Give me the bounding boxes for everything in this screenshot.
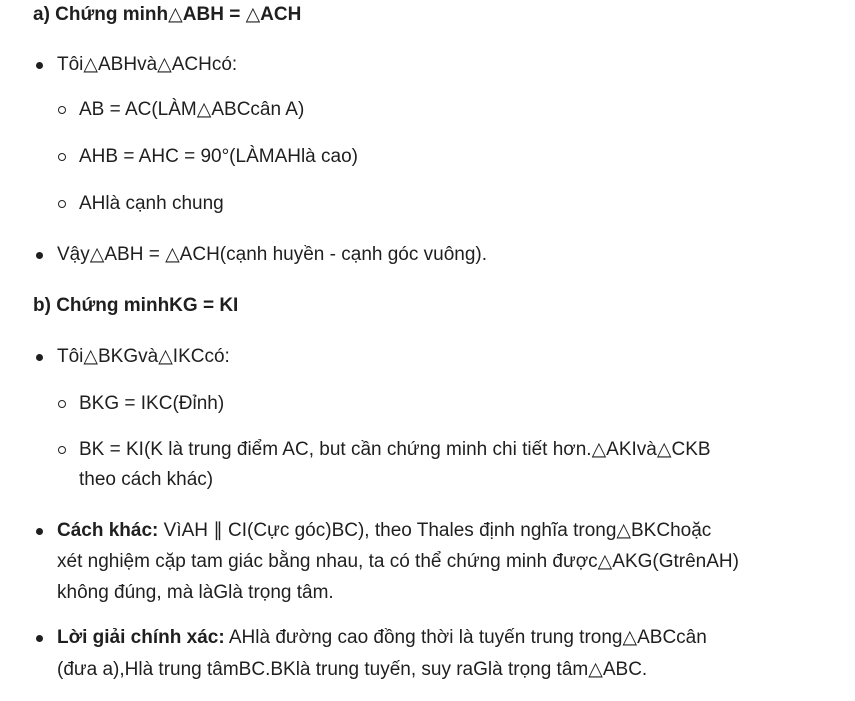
bullet-icon	[36, 252, 43, 259]
section-b-sub-2-line-2	[79, 467, 213, 493]
section-a-bullet-2	[57, 242, 487, 268]
solution-label: Lời giải chính xác:	[57, 627, 225, 648]
section-a-sub-3-text: AHlà cạnh chung	[79, 193, 224, 214]
sub-bullet-icon	[58, 153, 66, 161]
bullet-icon	[36, 62, 43, 69]
alt-method-line-2-text: xét nghiệm cặp tam giác bằng nhau, ta có thể chứng minh được△AKG(GtrênAH)	[57, 551, 739, 572]
sub-bullet-icon	[58, 106, 66, 114]
sub-bullet-icon	[58, 200, 66, 208]
section-b-heading-text: b) Chứng minhKG = KI	[33, 295, 239, 316]
alt-method-line-3-text: không đúng, mà làGlà trọng tâm.	[57, 582, 334, 603]
section-b-sub-2-line-1	[79, 437, 711, 463]
bullet-icon	[36, 635, 43, 642]
sub-bullet-icon	[58, 400, 66, 408]
alt-method-line-2	[57, 549, 739, 575]
section-a-sub-1-text: AB = AC(LÀM△ABCcân A)	[79, 99, 305, 120]
section-a-heading-text: a) Chứng minh△ABH = △ACH	[33, 4, 302, 25]
section-b-bullet-1	[57, 344, 230, 370]
section-b-sub-2-line-2-text: theo cách khác)	[79, 469, 214, 490]
section-a-sub-2-text: AHB = AHC = 90°(LÀMAHlà cao)	[79, 146, 358, 167]
bullet-icon	[36, 354, 43, 361]
section-a-heading	[33, 2, 301, 28]
section-a-bullet-1-text: Tôi△ABHvà△ACHcó:	[57, 54, 238, 75]
section-a-sub-2	[79, 144, 358, 170]
alt-method-line-1-text: VìAH ∥ CI(Cực góc)BC), theo Thales định nghĩa trong△BKChoặc	[158, 520, 712, 541]
sub-bullet-icon	[58, 446, 66, 454]
section-a-sub-3	[79, 191, 224, 217]
section-a-bullet-1	[57, 52, 237, 78]
section-b-sub-1	[79, 391, 224, 417]
solution-line-2	[57, 657, 647, 683]
section-a-bullet-2-text: Vậy△ABH = △ACH(cạnh huyền - cạnh góc vuông).	[57, 244, 488, 265]
section-b-heading	[33, 293, 238, 319]
alt-method-label: Cách khác:	[57, 520, 159, 541]
solution-line-1-text: AHlà đường cao đồng thời là tuyến trung trong△ABCcân	[224, 627, 707, 648]
section-b-sub-2-line-1-text: BK = KI(K là trung điểm AC, but cần chứng minh chi tiết hơn.△AKIvà△CKB	[79, 439, 711, 460]
section-b-sub-1-text: BKG = IKC(Đỉnh)	[79, 393, 225, 414]
alt-method-line-1	[57, 518, 711, 544]
section-b-bullet-1-text: Tôi△BKGvà△IKCcó:	[57, 346, 230, 367]
section-a-sub-1	[79, 97, 304, 123]
solution-line-1	[57, 625, 707, 651]
bullet-icon	[36, 528, 43, 535]
solution-line-2-text: (đưa a),Hlà trung tâmBC.BKlà trung tuyến, suy raGlà trọng tâm△ABC.	[57, 659, 648, 680]
alt-method-line-3	[57, 580, 334, 606]
